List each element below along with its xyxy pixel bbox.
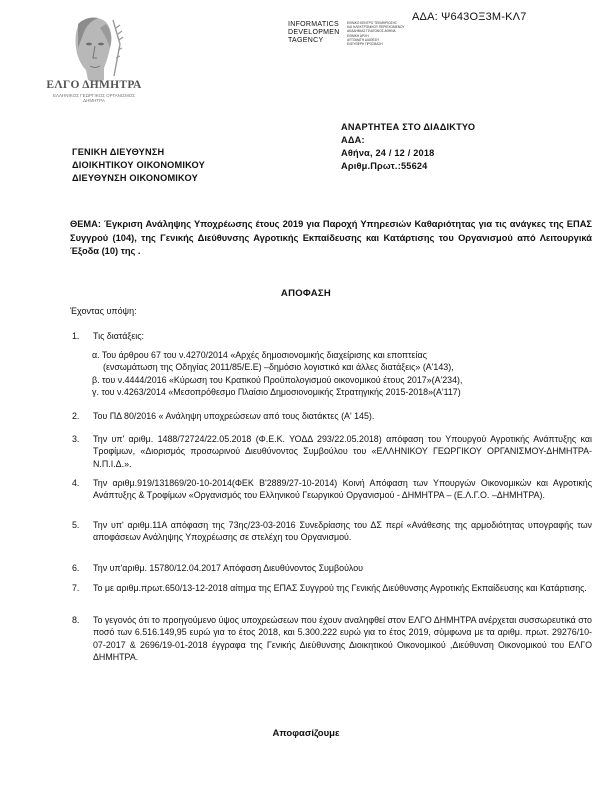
list-item — [72, 410, 592, 422]
list-item — [72, 614, 592, 663]
protocol-number: Αριθμ.Πρωτ.:55624 — [341, 161, 428, 171]
item-text: Το με αριθμ.πρωτ.650/13-12-2018 αίτημα της ΕΠΑΣ Συγγρού της Γενικής Διεύθυνσης Αγροτικής Εκπαίδευσης και Κατάρτισης. — [93, 583, 587, 593]
item-number: 7. — [72, 583, 80, 593]
item-text: Την υπ'αριθμ. 15780/12.04.2017 Απόφαση Διευθύνοντος Συμβούλου — [93, 563, 364, 573]
sub-item-b: β. του ν.4444/2016 «Κύρωση του Κρατικού Προϋπολογισμού οικονομικού έτους 2017»(Α'234), — [92, 375, 463, 385]
ig-line-1: INFORMATICS — [288, 21, 340, 28]
item-number: 4. — [72, 478, 80, 488]
item-number: 6. — [72, 563, 80, 573]
list-item — [72, 330, 592, 342]
item-number: 1. — [72, 331, 80, 341]
ig-text-line: ΕΘΝΙΚΗ ΑΡΧΗ — [347, 33, 369, 38]
item-text: Την αριθμ.919/131869/20-10-2014(ΦΕΚ Β'2889/27-10-2014) Κοινή Απόφαση των Υπουργών Οικονομικών και Αγροτικής Ανάπτυξης & Τροφίμων «Οργανισμός του Ελληνικού Γεωργικού Οργανισμού - ΔΗΜΗΤΡΑ – (Ε.Λ.Γ.Ο. –ΔΗΜΗΤΡΑ). — [93, 478, 592, 501]
item-number: 3. — [72, 434, 80, 444]
dept-line: ΔΙΟΙΚΗΤΙΚΟΥ ΟΙΚΟΝΟΜΙΚΟΥ — [72, 160, 205, 170]
decision-closing: Αποφασίζουμε — [272, 728, 340, 739]
item-text: Του ΠΔ 80/2016 « Ανάληψη υποχρεώσεων από τους διατάκτες (Α' 145). — [93, 411, 375, 421]
ig-text-line: ΑΥΤΟΜΑΤΗ ΔΙΑΘΕΣΗ — [347, 37, 379, 42]
list-item — [72, 562, 592, 574]
ada-header: ΑΔΑ: Ψ643ΟΞ3Μ-ΚΛ7 — [412, 11, 527, 23]
ig-text-line: ΑΚΑΔΗΜΙΑΣ ΠΛΑΤΩΝΟΣ ΑΘΗΝΑ — [347, 29, 396, 34]
ada-label: ΑΔΑ: — [341, 135, 365, 145]
informatics-agency-logo — [288, 21, 340, 45]
document-date: Αθήνα, 24 / 12 / 2018 — [341, 148, 435, 158]
decision-title: ΑΠΟΦΑΣΗ — [280, 288, 332, 299]
logo-subtitle: ΕΛΛΗΝΙΚΟΣ ΓΕΩΡΓΙΚΟΣ ΟΡΓΑΝΙΣΜΟΣ ΔΗΜΗΤΡΑ — [52, 93, 135, 103]
item-number: 5. — [72, 520, 80, 530]
ig-line-2: DEVELOPMEN — [288, 29, 340, 36]
item-number: 8. — [72, 615, 80, 625]
sub-item-c: γ. του ν.4263/2014 «Μεσοπρόθεσμο Πλαίσιο Δημοσιονομικής Στρατηγικής 2015-2018»(Α'117) — [92, 387, 461, 397]
issuing-department — [72, 146, 205, 185]
considering-intro: Έχοντας υπόψη: — [70, 306, 137, 316]
ig-line-3: TAGENCY — [288, 37, 324, 44]
dept-line: ΔΙΕΥΘΥΝΣΗ ΟΙΚΟΝΟΜΙΚΟΥ — [72, 173, 198, 183]
dept-line: ΓΕΝΙΚΗ ΔΙΕΥΘΥΝΣΗ — [72, 147, 165, 157]
item-text: Το γεγονός ότι το προηγούμενο ύψος υποχρεώσεων που έχουν αναληφθεί στον ΕΛΓΟ ΔΗΜΗΤΡΑ ανέρχεται συσσωρευτικά στο ποσό των 6.516.149,95 ευρώ για το έτος 2018, και 5.300.222 ευρώ για το έτος 2019, σύμφωνα με τα αριθμ. πρωτ. 29276/10-07-2017 & 2696/19-01-2018 έγγραφα της Γενικής Διεύθυνσης Διοικητικού Οικονομικού ,Διεύθυνση Οικονομικού του ΕΛΓΟ ΔΗΜΗΤΡΑ. — [93, 615, 592, 662]
item-text: Την υπ' αριθμ. 1488/72724/22.05.2018 (Φ.Ε.Κ. ΥΟΔΔ 293/22.05.2018) απόφαση του Υπουργού Αγροτικής Ανάπτυξης και Τροφίμων, «Διορισμός προσωρινού Διευθύνοντος Συμβούλου του «ΕΛΛΗΝΙΚΟΥ ΓΕΩΡΓΙΚΟΥ ΟΡΓΑΝΙΣΜΟΥ-ΔΗΜΗΤΡΑ-Ν.Π.Ι.Δ.». — [93, 434, 592, 469]
ig-logo-text — [347, 21, 427, 46]
sub-item-a: α. Του άρθρου 67 του ν.4270/2014 «Αρχές δημοσιονομικής διαχείρισης και εποπτείας — [92, 350, 427, 360]
item-text: Την υπ' αριθμ.11Α απόφαση της 73ης/23-03-2016 Συνεδρίασης του ΔΣ περί «Ανάθεσης της αρμοδιότητας υπογραφής των αποφάσεων Ανάληψης Υποχρέωσης σε στελέχη του Οργανισμού. — [93, 520, 592, 543]
list-item — [72, 477, 592, 502]
item-text: Τις διατάξεις: — [93, 331, 145, 341]
list-item — [72, 582, 592, 594]
list-item — [72, 519, 592, 544]
logo-name: ΕΛΓΟ ΔΗΜΗΤΡΑ — [46, 79, 142, 91]
list-item — [72, 433, 592, 470]
ig-text-line: ΕΛΕΥΘΕΡΗ ΠΡΟΣΒΑΣΗ — [347, 42, 383, 47]
sub-item-a-continued: (ενσωμάτωση της Οδηγίας 2011/85/Ε.Ε) –δημόσιο λογιστικό και άλλες διατάξεις» (Α'143), — [103, 362, 454, 372]
document-reference — [341, 121, 475, 173]
subject: ΘΕΜΑ: Έγκριση Ανάληψης Υποχρέωσης έτους 2019 για Παροχή Υπηρεσιών Καθαριότητας για τις ανάγκες της ΕΠΑΣ Συγγρού (104), της Γενικής Διεύθυνσης Αγροτικής Εκπαίδευσης και Κατάρτισης του Οργανισμού από Λειτουργικά Έξοδα (10) της . — [70, 219, 592, 256]
item-number: 2. — [72, 411, 80, 421]
ig-text-line: ΚΑΙ ΗΛΕΚΤΡΟΝΙΚΟΥ ΠΕΡΙΕΧΟΜΕΝΟΥ — [347, 25, 405, 30]
ig-text-line: ΕΘΝΙΚΟ ΚΕΝΤΡΟ ΤΕΚΜΗΡΙΩΣΗΣ — [347, 21, 397, 25]
publish-online-label: ΑΝΑΡΤΗΤΕΑ ΣΤΟ ΔΙΑΔΙΚΤΥΟ — [341, 122, 476, 132]
